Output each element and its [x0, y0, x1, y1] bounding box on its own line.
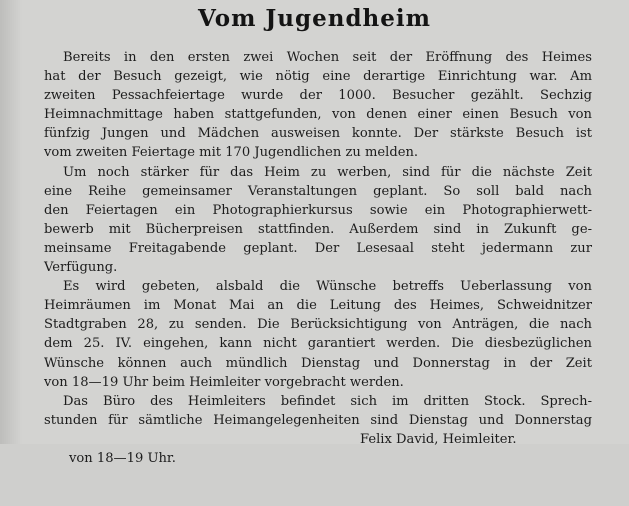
text-line: Stadtgraben 28, zu senden. Die Berücksichtigung von Anträgen, die nach: [44, 317, 592, 333]
text-line: vom zweiten Feiertage mit 170 Jugendlichen zu melden.: [44, 145, 419, 161]
text-line: den Feiertagen ein Photographierkursus sowie ein Photographierwett-: [44, 202, 592, 218]
text-line: dem 25. IV. eingehen, kann nicht garantiert werden. Die diesbezüglichen: [44, 336, 592, 352]
text-line: Es wird gebeten, alsbald die Wünsche betreffs Ueberlassung von: [63, 279, 592, 295]
article-body: [0, 48, 629, 466]
text-line: Verfügung.: [44, 260, 118, 276]
text-line: Heimnachmittage haben stattgefunden, von denen einer einen Besuch von: [44, 107, 592, 123]
text-line: Wünsche können auch mündlich Dienstag und Donnerstag in der Zeit: [44, 355, 592, 371]
text-line: von 18—19 Uhr.: [68, 450, 176, 466]
text-line: Um noch stärker für das Heim zu werben, sind für die nächste Zeit: [63, 164, 592, 180]
text-line: Heimräumen im Monat Mai an die Leitung des Heimes, Schweidnitzer: [44, 298, 592, 314]
text-line: stunden für sämtliche Heimangelegenheiten sind Dienstag und Donnerstag: [44, 412, 592, 428]
text-line: meinsame Freitagabende geplant. Der Lesesaal steht jedermann zur: [44, 240, 592, 256]
text-line: hat der Besuch gezeigt, wie nötig eine derartige Einrichtung war. Am: [44, 69, 592, 85]
article-title: Vom Jugendheim: [198, 5, 431, 32]
signature: Felix David, Heimleiter.: [360, 431, 517, 447]
text-line: Bereits in den ersten zwei Wochen seit der Eröffnung des Heimes: [63, 50, 592, 65]
text-line: eine Reihe gemeinsamer Veranstaltungen geplant. So soll bald nach: [44, 183, 592, 199]
closing-line: [0, 430, 629, 466]
text-line: von 18—19 Uhr beim Heimleiter vorgebracht werden.: [44, 374, 404, 390]
text-line: bewerb mit Bücherpreisen stattfinden. Außerdem sind in Zukunft ge-: [44, 221, 592, 237]
text-line: Das Büro des Heimleiters befindet sich im dritten Stock. Sprech-: [63, 393, 592, 409]
text-line: fünfzig Jungen und Mädchen ausweisen konnte. Der stärkste Besuch ist: [44, 126, 592, 142]
text-line: zweiten Pessachfeiertage wurde der 1000. Besucher gezählt. Sechzig: [44, 88, 592, 104]
